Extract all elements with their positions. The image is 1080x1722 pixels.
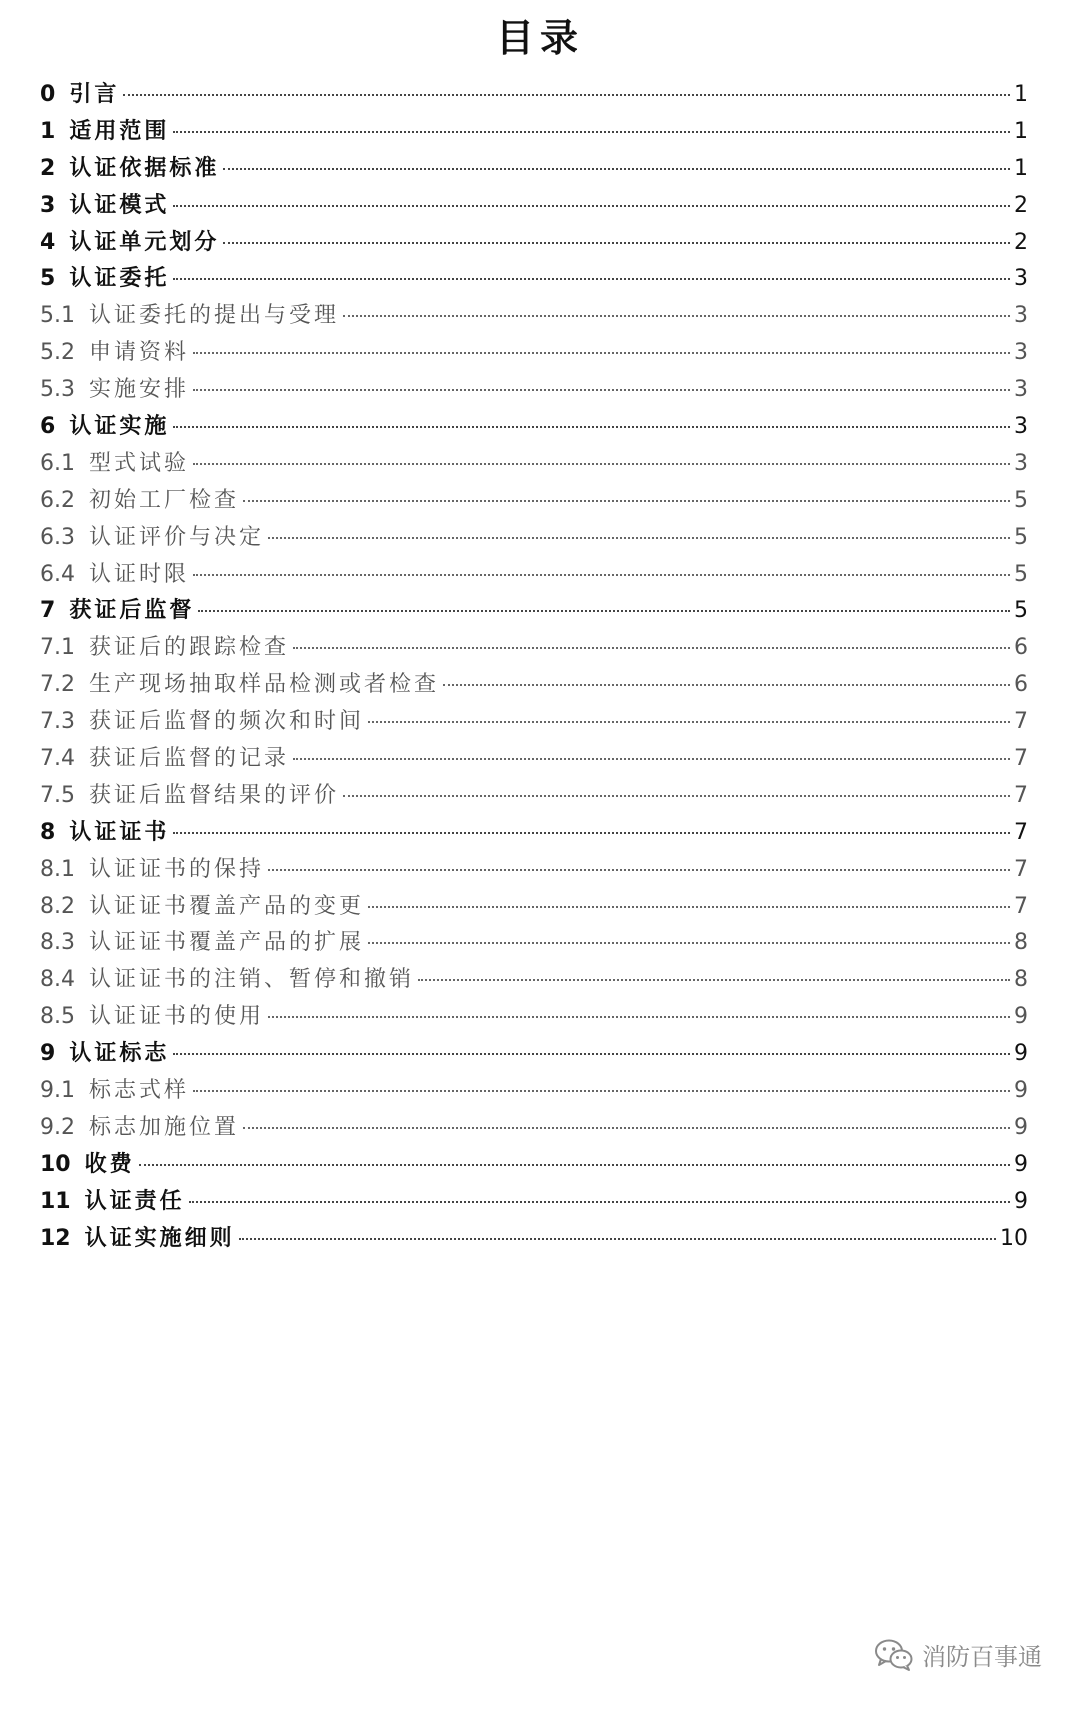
toc-entry-page: 2 (1014, 229, 1028, 255)
toc-entry-number: 5.1 (40, 303, 75, 329)
toc-entry[interactable] (40, 889, 1028, 926)
toc-entry-title: 获证后监督的记录 (89, 746, 290, 772)
toc-dot-leader (268, 869, 1010, 871)
toc-entry[interactable] (40, 372, 1028, 409)
toc-entry-page: 5 (1014, 561, 1028, 587)
toc-entry[interactable] (40, 520, 1028, 557)
toc-entry-number: 7.1 (40, 635, 75, 661)
toc-dot-leader (173, 832, 1010, 834)
toc-entry-number: 5.3 (40, 377, 75, 403)
toc-entry-number: 2 (40, 155, 56, 181)
toc-dot-leader (418, 979, 1010, 981)
toc-entry-number: 11 (40, 1188, 71, 1214)
toc-entry-page: 7 (1014, 782, 1028, 808)
toc-entry-number: 1 (40, 118, 56, 144)
toc-entry[interactable] (40, 1073, 1028, 1110)
toc-entry-number: 6 (40, 414, 56, 440)
toc-dot-leader (198, 610, 1010, 612)
toc-entry[interactable] (40, 778, 1028, 815)
toc-entry[interactable] (40, 261, 1028, 298)
toc-entry[interactable] (40, 446, 1028, 483)
toc-entry-page: 3 (1014, 303, 1028, 329)
toc-entry[interactable] (40, 667, 1028, 704)
toc-entry-number: 8.2 (40, 893, 75, 919)
toc-dot-leader (123, 94, 1010, 96)
toc-entry-number: 5.2 (40, 340, 75, 366)
toc-entry-page: 6 (1014, 635, 1028, 661)
toc-entry-page: 7 (1014, 856, 1028, 882)
toc-entry-number: 5 (40, 266, 56, 292)
toc-entry-number: 8.5 (40, 1004, 75, 1030)
toc-dot-leader (239, 1238, 996, 1240)
toc-entry-title: 认证证书 (69, 819, 170, 845)
toc-entry[interactable] (40, 852, 1028, 889)
toc-entry-page: 3 (1014, 266, 1028, 292)
toc-entry-title: 认证标志 (69, 1041, 170, 1067)
toc-entry-title: 认证证书覆盖产品的变更 (89, 893, 365, 919)
toc-dot-leader (443, 684, 1010, 686)
toc-entry-page: 7 (1014, 709, 1028, 735)
toc-entry-number: 9.1 (40, 1078, 75, 1104)
toc-entry[interactable] (40, 925, 1028, 962)
toc-dot-leader (223, 168, 1010, 170)
toc-entry-page: 8 (1014, 930, 1028, 956)
toc-entry-number: 12 (40, 1225, 71, 1251)
toc-entry-page: 8 (1014, 967, 1028, 993)
toc-entry-number: 8.4 (40, 967, 75, 993)
toc-dot-leader (268, 537, 1010, 539)
toc-entry-title: 认证证书的注销、暂停和撤销 (89, 967, 415, 993)
toc-entry-title: 申请资料 (89, 340, 190, 366)
toc-entry[interactable] (40, 335, 1028, 372)
toc-dot-leader (173, 426, 1010, 428)
toc-entry-page: 6 (1014, 672, 1028, 698)
toc-entry-page: 7 (1014, 819, 1028, 845)
toc-entry-number: 0 (40, 82, 56, 107)
toc-entry[interactable] (40, 704, 1028, 741)
toc-entry-page: 9 (1014, 1188, 1028, 1214)
watermark (874, 1637, 1042, 1672)
toc-entry-number: 6.3 (40, 524, 75, 550)
toc-entry-number: 3 (40, 192, 56, 218)
toc-entry-number: 8.1 (40, 856, 75, 882)
toc-entry[interactable] (40, 1147, 1028, 1184)
toc-dot-leader (193, 1090, 1010, 1092)
toc-entry-title: 初始工厂检查 (89, 487, 240, 513)
toc-entry-title: 认证证书的保持 (89, 856, 265, 882)
toc-entry[interactable] (40, 1036, 1028, 1073)
toc-entry-title: 认证依据标准 (69, 155, 220, 181)
toc-entry[interactable] (40, 225, 1028, 262)
toc-entry-title: 获证后监督 (69, 598, 195, 624)
toc-dot-leader (243, 500, 1010, 502)
toc-dot-leader (343, 795, 1010, 797)
toc-dot-leader (243, 1127, 1010, 1129)
toc-entry[interactable] (40, 483, 1028, 520)
toc-dot-leader (368, 942, 1010, 944)
toc-entry-page: 9 (1014, 1114, 1028, 1140)
toc-entry-number: 7.3 (40, 709, 75, 735)
toc-entry-title: 认证责任 (84, 1188, 185, 1214)
toc-entry-number: 7 (40, 598, 56, 624)
toc-entry[interactable] (40, 298, 1028, 335)
toc-entry[interactable] (40, 962, 1028, 999)
toc-entry-title: 获证后监督结果的评价 (89, 782, 340, 808)
toc-entry-page: 5 (1014, 524, 1028, 550)
toc-entry-page: 5 (1014, 598, 1028, 624)
toc-dot-leader (268, 1016, 1010, 1018)
toc-entry-title: 认证实施 (69, 414, 170, 440)
table-of-contents (40, 77, 1028, 1258)
toc-entry-number: 7.4 (40, 746, 75, 772)
toc-entry-page: 1 (1014, 155, 1028, 181)
toc-entry-title: 认证模式 (69, 192, 170, 218)
toc-entry[interactable] (40, 1184, 1028, 1221)
toc-entry-page: 3 (1014, 340, 1028, 366)
toc-entry-title: 获证后的跟踪检查 (89, 635, 290, 661)
toc-dot-leader (173, 1053, 1010, 1055)
toc-dot-leader (189, 1201, 1010, 1203)
toc-entry[interactable] (40, 151, 1028, 188)
toc-entry[interactable] (40, 815, 1028, 852)
toc-dot-leader (223, 242, 1010, 244)
toc-dot-leader (193, 389, 1010, 391)
toc-dot-leader (173, 278, 1010, 280)
toc-entry[interactable] (40, 1110, 1028, 1147)
toc-entry-number: 9.2 (40, 1114, 75, 1140)
toc-entry-title: 认证评价与决定 (89, 524, 265, 550)
toc-entry-title: 标志式样 (89, 1078, 190, 1104)
watermark-text: 消防百事通 (922, 1643, 1042, 1671)
toc-entry-page: 1 (1014, 82, 1028, 107)
toc-entry-number: 7.5 (40, 782, 75, 808)
toc-entry[interactable] (40, 593, 1028, 630)
toc-entry-page: 9 (1014, 1151, 1028, 1177)
wechat-icon (874, 1638, 914, 1672)
toc-entry[interactable] (40, 557, 1028, 594)
toc-entry-title: 型式试验 (89, 450, 190, 476)
toc-entry-page: 7 (1014, 746, 1028, 772)
toc-entry-number: 8.3 (40, 930, 75, 956)
toc-entry[interactable] (40, 630, 1028, 667)
toc-entry[interactable] (40, 741, 1028, 778)
toc-dot-leader (368, 721, 1010, 723)
toc-entry-page: 9 (1014, 1004, 1028, 1030)
toc-entry-number: 8 (40, 819, 56, 845)
toc-entry[interactable] (40, 409, 1028, 446)
toc-entry-page: 9 (1014, 1078, 1028, 1104)
toc-entry-page: 7 (1014, 893, 1028, 919)
toc-entry-title: 认证时限 (89, 561, 190, 587)
toc-dot-leader (293, 647, 1010, 649)
toc-entry-page: 1 (1014, 118, 1028, 144)
toc-dot-leader (193, 574, 1010, 576)
toc-dot-leader (139, 1164, 1010, 1166)
toc-entry-number: 6.4 (40, 561, 75, 587)
toc-entry-title: 标志加施位置 (89, 1114, 240, 1140)
toc-entry-number: 7.2 (40, 672, 75, 698)
toc-entry-number: 4 (40, 229, 56, 255)
toc-entry[interactable] (40, 77, 1028, 114)
toc-entry-title: 认证证书覆盖产品的扩展 (89, 930, 365, 956)
toc-dot-leader (343, 315, 1010, 317)
toc-entry-title: 认证委托 (69, 266, 170, 292)
toc-entry-page: 3 (1014, 414, 1028, 440)
toc-entry-title: 认证实施细则 (84, 1225, 235, 1251)
toc-entry-title: 生产现场抽取样品检测或者检查 (89, 672, 440, 698)
toc-entry-title: 引言 (69, 82, 120, 107)
toc-dot-leader (293, 758, 1010, 760)
toc-entry-title: 认证证书的使用 (89, 1004, 265, 1030)
page-title: 目录 (495, 16, 584, 60)
toc-entry-title: 适用范围 (69, 118, 170, 144)
toc-entry-title: 收费 (84, 1151, 135, 1177)
toc-entry-number: 9 (40, 1041, 56, 1067)
toc-entry-number: 6.2 (40, 487, 75, 513)
toc-dot-leader (368, 906, 1010, 908)
toc-entry-title: 获证后监督的频次和时间 (89, 709, 365, 735)
toc-dot-leader (193, 463, 1010, 465)
toc-entry-title: 认证单元划分 (69, 229, 220, 255)
toc-entry-page: 2 (1014, 192, 1028, 218)
toc-entry[interactable] (40, 1221, 1028, 1258)
toc-entry-page: 10 (1000, 1225, 1028, 1251)
toc-entry-page: 3 (1014, 377, 1028, 403)
toc-entry-title: 实施安排 (89, 377, 190, 403)
toc-entry[interactable] (40, 114, 1028, 151)
toc-entry[interactable] (40, 999, 1028, 1036)
toc-entry-number: 10 (40, 1151, 71, 1177)
toc-entry-page: 3 (1014, 450, 1028, 476)
toc-dot-leader (173, 205, 1010, 207)
toc-entry-title: 认证委托的提出与受理 (89, 303, 340, 329)
toc-dot-leader (173, 131, 1010, 133)
toc-entry-page: 5 (1014, 487, 1028, 513)
toc-entry-number: 6.1 (40, 450, 75, 476)
toc-entry-page: 9 (1014, 1041, 1028, 1067)
toc-dot-leader (193, 352, 1010, 354)
toc-entry[interactable] (40, 188, 1028, 225)
